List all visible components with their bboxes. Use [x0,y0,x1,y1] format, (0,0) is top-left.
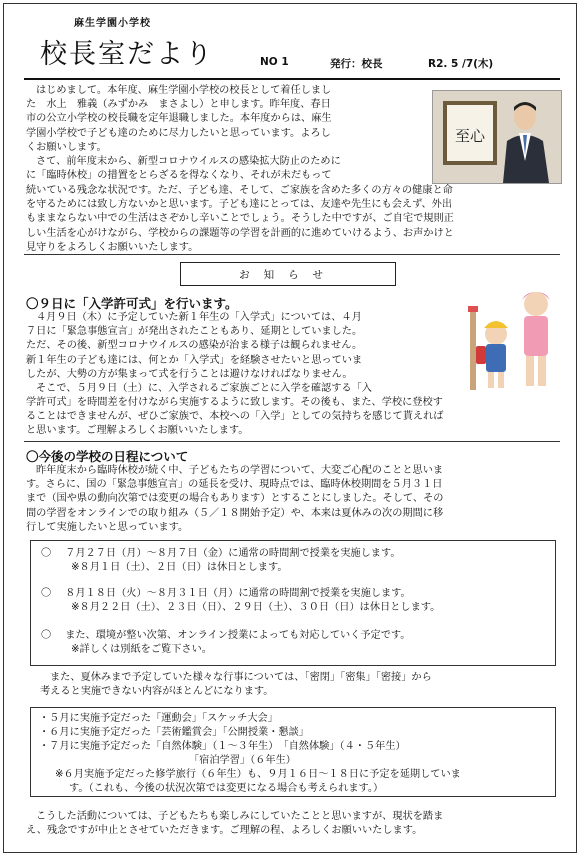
newsletter-title: 校長室だより [40,39,214,70]
intro-line: た 水上 雅義（みずかみ まさよし）と申します。昨年度、春日 [26,99,331,111]
section1-line: 新１年生の子ども達には、何とか「入学式」を経験させたいと思っていま [26,354,363,366]
section-divider [24,254,560,255]
intro-line: くお願いします。 [26,141,107,153]
section2-line: す。さらに、国の「緊急事態宣言」の延長を受け、現時点では、臨時休校期間を５月３１日 [26,479,443,491]
schedule-item [41,547,401,575]
schedule-item [41,587,440,615]
section-divider [24,441,560,442]
intro-upper [26,84,428,183]
intro-line: はじめまして。本年度、麻生学園小学校の校長として着任しまし [36,85,332,96]
section2-after [26,671,562,699]
intro-line: 学園小学校で子ども達のために尽力したいと思っています。よろし [26,127,331,139]
schedule-main: ７月２７日（月）～８月７日（金）に通常の時間割で授業を実施します。 [65,548,401,559]
section2-line: 昨年度末から臨時休校が続く中、子どもたちの学習について、大変ご心配のことと思いま [36,465,444,476]
section1-line: そこで、５月９日（土）に、入学されるご家族ごとに入学を確認する「入 [36,383,372,395]
header-rule [24,78,560,80]
bullet-mark: 〇 [41,548,52,559]
newsletter-page [3,3,577,853]
section1-line: ただ、その後、新型コロナウイルスの感染が治まる様子は観られません。 [26,340,363,352]
events-list [39,712,461,796]
bullet-mark: 〇 [41,588,52,599]
schedule-main: ８月１８日（火）～８月３１日（月）に通常の時間割で授業を実施します。 [65,588,411,599]
issue-date: R2. 5 /7(木) [428,58,494,70]
section1-body-upper [26,311,462,396]
schedule-item [41,629,410,657]
closing-line: こうした活動については、子どもたちも楽しみにしていたことと思いますが、現状を踏ま [36,811,444,822]
event-note: す。（これも、今後の状況次第では変更になる場合も考えられます。） [69,783,384,794]
schedule-note: ※８月１日（土）、２日（日）は休日とします。 [71,562,288,573]
intro-line: さて、前年度末から、新型コロナウイルスの感染拡大防止のために [36,156,341,168]
intro-line: 続いている残念な状況です。ただ、子ども達、そして、ご家族を含めた多くの方々の健康と命 [26,185,453,196]
section2-line: 間の学習をオンラインでの取り組み（５／１８開始予定）や、本来は夏休みの次の期間に移 [26,507,444,519]
intro-line: 市の公立小学校の校長職を定年退職しました。本年度からは、麻生 [26,113,332,125]
section1-line: と思います。ご理解よろしくお願いいたします。 [26,425,249,437]
section1-body-lower [26,396,562,439]
intro-line: 見守りをよろしくお願いいたします。 [26,241,199,253]
section1-line: ７日に「緊急事態宣言」が発出されたこともあり、延期としていました。 [26,326,363,338]
events-box [30,707,556,797]
schedule-note: ※８月２２日（土）、２３日（日）、２９日（土）、３０日（日）は休日とします。 [71,602,441,613]
section2-line: まで（国や県の動向次第では変更の場合もあります）とすることにしました。そして、その [26,493,444,505]
section2-heading: 〇今後の学校の日程について [26,449,189,464]
section2-after-line: また、夏休みまで予定していた様々な行事については、「密閉」「密集」「密接」から [50,672,432,683]
schedule-box [30,540,556,666]
event-line: ・７月に実施予定だった「自然体験」（１～３年生） 「自然体験」（４・５年生） [39,741,406,752]
notice-banner: お知らせ [180,262,396,286]
section2-after-line: 考えると実施できない内容がほとんどになります。 [40,686,274,698]
section1-line: 学許可式」を時間差を付けながら実施するように致します。その後も、また、学校に登校す [26,397,443,408]
event-line: ・５月に実施予定だった「運動会」「スケッチ大会」 [39,713,278,724]
calligraphy-text: 至心 [454,127,486,145]
principal-photo [432,90,562,184]
photo-illustration [433,91,561,183]
schedule-note: ※詳しくは別紙をご覧下さい。 [71,644,212,655]
school-children-illustration [466,286,570,396]
section1-line: したが、大勢の方が集まって式を行うことは避けなければなりません。 [26,368,353,380]
event-note: ※６月実施予定だった修学旅行（６年生）も、９月１６日～１８日に予定を延期していま [55,769,461,780]
section2-body [26,464,562,535]
closing [26,810,562,838]
section1-heading: 〇９日に「入学許可式」を行います。 [26,296,238,311]
intro-lower [26,184,562,255]
closing-line: え、残念ですが中止とさせていただきます。ご理解の程、よろしくお願いいたします。 [26,825,423,837]
bullet-mark: 〇 [41,630,52,641]
event-line: 「宿泊学習」（６年生） [189,755,296,766]
school-name: 麻生学園小学校 [74,18,151,29]
intro-line: もままならない中での生活はさぞかし辛いことでしょう。そうした中ですが、ご自宅で規則正 [26,213,454,225]
schedule-main: また、環境が整い次第、オンライン授業によっても対応していく予定です。 [65,630,411,641]
publisher: 発行：校長 [330,58,383,70]
section2-line: 行して実施したいと思っています。 [26,521,189,533]
section1-line: ることはできませんが、ぜひご家族で、本校への「入学」としての気持ちを感じて貰えれば [26,411,444,423]
intro-line: に「臨時休校」の措置をとらざるを得なくなり、それが未だもって [26,170,332,182]
intro-line: しい生活を心がけながら、学校からの課題等の学習を計画的に進めていけるよう、お声かけと [26,227,454,239]
section1-line: ４月９日（木）に予定していた新１年生の「入学式」については、４月 [36,312,362,323]
issue-number: NO 1 [260,56,289,68]
event-line: ・６月に実施予定だった「芸術鑑賞会」「公開授業・懇談」 [39,727,309,738]
intro-line: を守るためには致し方ないかと思います。子ども達にとっては、友達や先生にも会えず、外出 [26,199,453,211]
